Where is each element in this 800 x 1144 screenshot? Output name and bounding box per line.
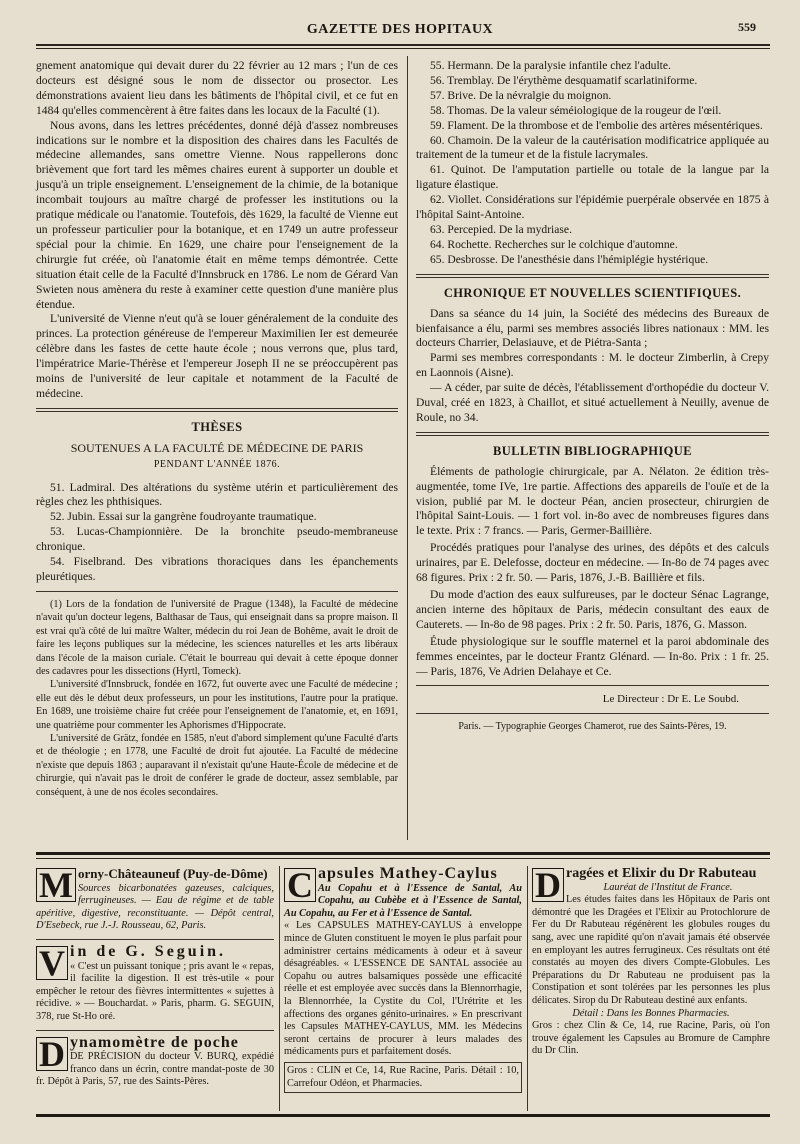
theses-year: PENDANT L'ANNÉE 1876. <box>153 458 281 470</box>
ads-divider-left <box>279 866 280 1111</box>
ad-divider-1 <box>36 939 274 940</box>
section-divider <box>36 408 398 412</box>
ad-rabuteau-initial: D <box>532 868 564 902</box>
chronique-paragraph-3: — A céder, par suite de décès, l'établissement d'orthopédie du docteur V. Duval, créé en 1823, à Chaillot, et situé actuellement à Neuilly, avenue de Roule, no 34. <box>416 381 769 424</box>
ad-orny <box>36 865 274 933</box>
thesis-item-52: 52. Jubin. Essai sur la gangrène foudroyante traumatique. <box>50 510 317 524</box>
ad-seguin-initial: V <box>36 946 68 980</box>
biblio-entry-1: Éléments de pathologie chirurgicale, par A. Nélaton. 2e édition très-augmentée, tome IVe, 1re partie. Affections des appareils de l'ouïe et de la vision, publié par M. le docteur Péan, ancien prosecteur, chirurgien de l'hôpital Saint-Louis. — 1 fort vol. in-8o avec de nombreuses figures dans le texte. Prix : 7 francs. — Paris, Germer-Baillière. <box>416 464 769 538</box>
ad-dynamometre-initial: D <box>36 1037 68 1071</box>
thesis-item-55: 55. Hermann. De la paralysie infantile chez l'adulte. <box>430 59 671 72</box>
page-header-title: GAZETTE DES HOPITAUX <box>306 22 494 37</box>
right-column <box>416 59 769 735</box>
ad-rabuteau-body: Les études faites dans les Hôpitaux de Paris ont démontré que les Dragées et l'Elixir au Protochlorure de Fer du Dr Rabuteau régénèrent les globules rouges du sang, avec une rapidité qu'on n'avait jamais été observée en employant les autres ferrugineux. Ces résultats ont été constatés au moyen des divers Compte-Globules. Les Préparations du Dr Rabuteau ne produisent pas la Constipation et sont tolérées par les personnes les plus délicates. Sirop du Dr Rabuteau destiné aux enfants. <box>532 894 770 1006</box>
thesis-item-63: 63. Percepied. De la mydriase. <box>430 222 572 236</box>
ad-orny-initial: M <box>36 868 76 902</box>
ads-divider-right <box>527 866 528 1111</box>
chronique-paragraph-2: Parmi ses membres correspondants : M. le docteur Zimberlin, à Crepy en Laonnois (Aisne). <box>416 351 769 380</box>
ad-capsules-subtitle: Au Copahu et à l'Essence de Santal, Au Copahu, au Cubèbe et à l'Essence de Santal, Au Copahu, au Fer et à l'Essence de Santal. <box>284 882 522 919</box>
column-divider <box>407 56 408 840</box>
thesis-item-65: 65. Desbrosse. De l'anesthésie dans l'hémiplégie hystérique. <box>430 252 709 266</box>
thesis-item-54: 54. Fiselbrand. Des vibrations thoraciques dans les épanchements pleurétiques. <box>36 555 398 583</box>
ad-rabuteau-detail: Détail : Dans les Bonnes Pharmacies. <box>572 1007 730 1019</box>
header-rule <box>36 44 770 46</box>
bibliography-list <box>416 465 769 680</box>
thesis-item-58: 58. Thomas. De la valeur séméiologique de la rougeur de l'œil. <box>430 103 722 117</box>
left-column <box>36 59 398 799</box>
ad-capsules-body: « Les CAPSULES MATHEY-CAYLUS à enveloppe mince de Gluten constituent le moyen le plus parfait pour administrer certains médicaments à odeur et à saveur désagréables. « L'ESSENCE DE SANTAL associée au Copahu ou autres balsamiques possède une efficacité réelle et est employée avec succès dans la Blennorrhagie, la Blennorrhée, la Cystite du Col, l'Urétrite et les affections des organes génito-urinaires. » En prescrivant les Capsules MATHEY-CAYLUS, MM. les Médecins seront certains de procurer à leurs malades des médicaments purs et parfaitement dosés. <box>284 920 522 1058</box>
thesis-item-60: 60. Chamoin. De la valeur de la cautérisation modificatrice appliquée au traitement de la tumeur et de la fistule lacrymales. <box>416 133 769 162</box>
ad-capsules-initial: C <box>284 868 316 902</box>
thesis-item-53: 53. Lucas-Championnière. De la bronchite pseudo-membraneuse chronique. <box>36 525 398 554</box>
printer-divider <box>416 713 769 714</box>
section-divider-2 <box>416 274 769 278</box>
ads-column-3 <box>532 865 770 1058</box>
ad-dynamometre-body: DE PRÉCISION du docteur V. BURQ, expédié franco dans un écrin, contre mandat-poste de 30 fr. Dépôt à Paris, 57, rue des Saints-Pères. <box>36 1051 274 1088</box>
director-divider <box>416 685 769 686</box>
thesis-item-64: 64. Rochette. Recherches sur le colchique d'automne. <box>430 237 678 251</box>
ad-seguin-title: in de G. Seguin. <box>70 942 227 960</box>
biblio-entry-4: Étude physiologique sur le souffle maternel et la paroi abdominale des femmes enceintes, par le docteur Frantz Glénard. — In-8o. Prix : 1 fr. 25. — Paris, 1876, Ve Adrien Delahaye et Ce. <box>416 634 769 678</box>
footnote-2: L'université d'Innsbruck, fondée en 1672, fut ouverte avec une Faculté de médecine ; elle eut dès le début deux professeurs, un pour les institutions, l'autre pour la pratique. En 1689, une troisième chaire fut créée pour l'enseignement de l'anatomie, et, en 1691, une quatrième pour commenter les Aphorismes d'Hippocrate. <box>36 679 398 731</box>
article-paragraph-2: Nous avons, dans les lettres précédentes, donné déjà d'assez nombreuses indications sur le nombre et la disposition des chaires dans les Facultés de médecine allemandes, sans omettre Vienne. Nous rappellerons donc brièvement que fort tard les mêmes chaires eurent à supporter un double et jusqu'à un triple enseignement. L'enseignement de la chimie, de la botanique incombait toujours au maître chargé de professer les institutions ou la pratique médicale ou l'anatomie. Toutefois, dès 1629, la faculté de Vienne eut un professeur particulier pour la botanique, et en 1749 un autre professeur spécial pour la chimie. En 1629, une chaire pour l'enseignement de la chirurgie fut créée, où l'anatomie était en même temps démontrée. Cette situation était celle de la Faculté d'Innsbruck en 1786. Le nom de Gérard Van Swieten nous amènera du reste à examiner cette question d'une manière plus étendue. <box>36 118 398 311</box>
footnote-3: L'université de Grätz, fondée en 1585, n'eut d'abord simplement qu'une Faculté d'arts et de théologie ; en 1778, une Faculté de droit fut ajoutée. La Faculté de médecine n'existe que depuis 1863 ; auparavant il n'existait qu'une Haute-École de médecine et de chirurgie, qui n'avait pas le droit de conférer le grade de docteur, assez semblable, par conséquent, à une de nos écoles secondaires. <box>36 732 398 798</box>
header-rule-thin <box>36 48 770 49</box>
theses-title: THÈSES <box>191 419 243 434</box>
theses-subtitle: SOUTENUES A LA FACULTÉ DE MÉDECINE DE PARIS <box>70 440 364 455</box>
ad-orny-body: Sources bicarbonatées gazeuses, calciques, ferrugineuses. — Eau de régime et de table apéritive, digestive, reconstituante. — Dépôt central, D'Esebeck, rue J.-J. Rousseau, 62, Paris. <box>36 882 274 932</box>
thesis-item-56: 56. Tremblay. De l'érythème desquamatif scarlatiniforme. <box>430 73 698 87</box>
ad-dynamometre-title: ynamomètre de poche <box>70 1033 239 1051</box>
chronique-title: CHRONIQUE ET NOUVELLES SCIENTIFIQUES. <box>443 285 742 300</box>
ads-bottom-rule <box>36 1114 770 1117</box>
thesis-item-51: 51. Ladmiral. Des altérations du système utérin et particulièrement des règles chez les phthisiques. <box>36 480 398 509</box>
thesis-item-57: 57. Brive. De la névralgie du moignon. <box>430 88 612 102</box>
ad-capsules-title: apsules Mathey-Caylus <box>318 865 498 882</box>
ad-capsules-footer: Gros : CLIN et Ce, 14, Rue Racine, Paris. Détail : 10, Carrefour Odéon, et Pharmacies. <box>284 1062 522 1093</box>
footnote-1: (1) Lors de la fondation de l'université de Prague (1348), la Faculté de médecine n'avait qu'un docteur legens, Balthasar de Taus, qui enseignait dans sa propre maison. Il est vrai qu'à côté de lui maître Walter, médecin du roi Jean de Bohême, avait le droit de faire les leçons publiques sur la médecine, les sciences naturelles et les arts libéraux dans l'école de la maison curiale. C'était le bourreau qui devait à cette époque donner des cadavres pour les dissections (Hyrtl, Tomeck). <box>36 598 398 677</box>
ads-column-1 <box>36 865 274 1089</box>
page-number: 559 <box>738 20 756 34</box>
section-divider-3 <box>416 432 769 436</box>
director-signature: Le Directeur : Dr E. Le Soubd. <box>602 693 739 706</box>
ads-column-2 <box>284 865 522 1093</box>
biblio-entry-3: Du mode d'action des eaux sulfureuses, par le docteur Sénac Lagrange, ancien interne des hôpitaux de Paris, médecin consultant des eaux de Cauterets. — In-8o de 98 pages. Prix : 2 fr. 50. Paris, 1876, G. Masson. <box>416 588 769 631</box>
thesis-item-62: 62. Viollet. Considérations sur l'épidémie puerpérale observée en 1875 à l'hôpital Saint-Antoine. <box>416 193 769 222</box>
ad-rabuteau-footer: Gros : chez Clin & Ce, 14, rue Racine, Paris, où l'on trouve également les Capsules au Bromure de Camphre du Dr Clin. <box>532 1020 770 1057</box>
ad-rabuteau-title: ragées et Elixir du Dr Rabuteau <box>566 866 757 881</box>
thesis-item-59: 59. Flament. De la thrombose et de l'embolie des artères mésentériques. <box>430 118 763 132</box>
article-paragraph-1: gnement anatomique qui devait durer du 22 février au 12 mars ; l'un de ces docteurs est désigné sous le nom de dissector ou prosector. Les démonstrations avaient lieu dans les bâtiments de l'hôpital civil, et ce fut en 1484 qu'elles commencèrent à être faites dans les locaux de la Faculté (1). <box>36 59 398 117</box>
ads-top-rule <box>36 852 770 855</box>
thesis-item-61: 61. Quinot. De l'amputation partielle ou totale de la langue par la ligature élastique. <box>416 163 769 192</box>
footnote-divider <box>36 591 398 592</box>
ad-orny-title: orny-Châteauneuf (Puy-de-Dôme) <box>77 866 268 881</box>
ad-divider-2 <box>36 1030 274 1031</box>
article-paragraph-3: L'université de Vienne n'eut qu'à se louer généralement de la conduite des princes. La protection généreuse de l'empereur Maximilien Ier est demeurée célèbre dans les fastes de cette haute école ; nous verrons que, plus tard, l'impératrice Marie-Thérèse et l'empereur Joseph II ne se préoccupèrent pas moins de l'université de leur capitale et notamment de la Faculté de médecine. <box>36 312 398 400</box>
bulletin-title: BULLETIN BIBLIOGRAPHIQUE <box>493 443 692 458</box>
ad-rabuteau-subtitle: Lauréat de l'Institut de France. <box>603 881 733 893</box>
ads-top-rule-thin <box>36 858 770 859</box>
printer-line: Paris. — Typographie Georges Chamerot, rue des Saints-Pères, 19. <box>458 721 727 733</box>
biblio-entry-2: Procédés pratiques pour l'analyse des urines, des dépôts et des calculs urinaires, par E. Delefosse, docteur en médecine. — In-8o de 74 pages avec 68 figures. Prix : 2 fr. 50. — Paris, 1876, J.-B. Baillière et fils. <box>416 541 769 585</box>
ad-seguin-body: « C'est un puissant tonique ; pris avant le « repas, il facilite la digestion. Il est très-utile « pour empêcher le retour des fièvres intermittentes « sujettes à récidive. » — Bouchardat. » Paris, pharm. G. SEGUIN, 378, rue St-Ho oré. <box>36 960 274 1022</box>
chronique-paragraph-1: Dans sa séance du 14 juin, la Société des médecins des Bureaux de bienfaisance a élu, parmi ses membres associés libres nationaux : MM. les docteurs Charrier, Delasiauve, et de Piétra-Santa ; <box>416 306 769 350</box>
ad-dynamometre <box>36 1033 274 1089</box>
ad-seguin <box>36 942 274 1024</box>
